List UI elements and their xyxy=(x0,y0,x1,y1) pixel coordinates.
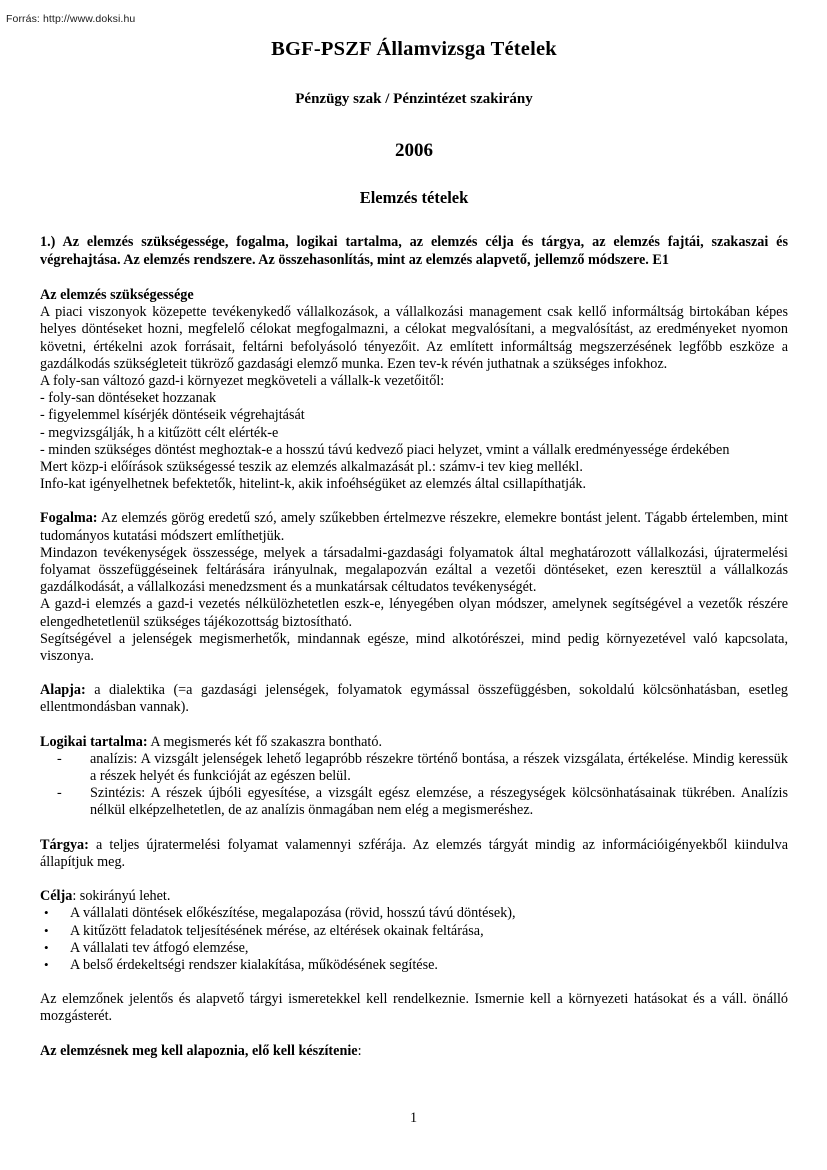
subsection-heading-szuksegessege: Az elemzés szükségessége xyxy=(40,287,194,303)
paragraph-fogalma-4: Segítségével a jelenségek megismerhetők, mindannak egésze, mind alkotórészei, mind pedig környezetével való kapcsolata, viszonya. xyxy=(40,630,788,665)
document-content xyxy=(40,36,788,1060)
list-item-text: A vállalati tev átfogó elemzése, xyxy=(70,939,249,956)
list-item-text: Szintézis: A részek újbóli egyesítése, a vizsgált egész elemzése, a részegységek kölcsönhatásainak tükrében. Analízis nélkül elképzelhetetlen, de az analízis önmagában nem elég a megismeréshez. xyxy=(90,785,788,819)
label-celja: Célja xyxy=(40,888,73,905)
dash-icon: - xyxy=(57,785,62,802)
paragraph-targya xyxy=(40,837,788,871)
dash-icon: - xyxy=(57,750,62,767)
section-title: Elemzés tételek xyxy=(359,188,469,207)
paragraph-fogalma-1 xyxy=(40,510,788,544)
bullet-icon: • xyxy=(44,922,49,938)
page-subtitle: Pénzügy szak / Pénzintézet szakirány xyxy=(295,91,533,107)
list-item-text: analízis: A vizsgált jelenségek lehető legapróbb részekre történő bontása, a részek vizsgálata, értékelése. Mindig keressük a részek helyét és funkcióját az egészen belül. xyxy=(90,750,788,785)
logikai-tartalma-intro-text: A megismerés két fő szakaszra bontható. xyxy=(147,733,382,750)
list-item xyxy=(40,751,788,785)
after-line: Mert közp-i előírások szükségessé teszik az elemzés alkalmazását pl.: számv-i tev kieg mellékl. xyxy=(40,459,583,476)
dash-line: - foly-san döntéseket hozzanak xyxy=(40,390,217,407)
source-url-watermark: Forrás: http://www.doksi.hu xyxy=(6,13,136,25)
paragraph-fogalma-2: Mindazon tevékenységek összessége, melyek a társadalmi-gazdasági folyamatok által meghatározott vállalkozási, újratermelési folyamat összefüggéseinek feltárására irányulnak, megalapozván ezáltal a vezetői döntéseket, ezen keresztül a vállalkozás gazdálkodását, a vállalkozási menedzsment és a munkatársak céltudatos tevékenységét. xyxy=(40,544,788,596)
list-intro-text: A foly-san változó gazd-i környezet megköveteli a vállalk-k vezetőitől: xyxy=(40,373,445,390)
list-item xyxy=(40,905,788,922)
list-celja xyxy=(40,905,788,974)
paragraph-alapja xyxy=(40,682,788,716)
bullet-icon: • xyxy=(44,905,49,921)
dash-line: - figyelemmel kísérjék döntéseik végrehajtását xyxy=(40,407,305,424)
after-line: Info-kat igényelhetnek befektetők, hitelint-k, akik infoéhségüket az elemzés által csillapíthatják. xyxy=(40,476,587,493)
list-logikai-tartalma xyxy=(40,751,788,820)
paragraph-logikai-tartalma-intro xyxy=(40,734,788,751)
question-heading: 1.) Az elemzés szükségessége, fogalma, logikai tartalma, az elemzés célja és tárgya, az elemzés fajtái, szakaszai és végrehajtása. Az elemzés rendszere. Az összehasonlítás, mint az elemzés alapvető, jellemző módszere. E1 xyxy=(40,234,788,268)
bullet-icon: • xyxy=(44,956,49,972)
page-year: 2006 xyxy=(395,140,433,161)
list-item xyxy=(40,923,788,940)
bullet-icon: • xyxy=(44,939,49,955)
label-logikai-tartalma: Logikai tartalma: xyxy=(40,733,148,750)
dash-line: - minden szükséges döntést meghoztak-e a hosszú távú kedvező piaci helyzet, vmint a vállalk eredményessége érdekében xyxy=(40,441,730,458)
closing-lead-tail: : xyxy=(357,1042,362,1059)
paragraph-szuksegessege: A piaci viszonyok közepette tevékenykedő vállalkozások, a vállalkozási management csak kellő informáltság birtokában képes helyes döntéseket hozni, megfelelő célokat megfogalmazni, a célokat megvalósítani, a megvalósítást, az eredményeket nyomon követni, értékelni azok forrásait, feltárni befolyásoló tényezőit. Az említett informáltság megszerzésének legfőbb eszköze a gazdálkodás szükségleteit tükröző gazdasági elemző munka. Ezen tev-k révén juthatnak a szükséges infokhoz. xyxy=(40,304,788,372)
paragraph-fogalma-1-text: Az elemzés görög eredetű szó, amely szűkebben értelmezve részekre, elemekre bontást jelent. Tágabb értelemben, mint tudományos kutatási módszert említhetjük. xyxy=(40,510,788,544)
list-item xyxy=(40,940,788,957)
celja-intro-text: : sokirányú lehet. xyxy=(72,888,171,905)
label-elemzesnek: Az elemzésnek meg kell alapoznia, elő kell készítenie xyxy=(40,1042,358,1059)
list-intro-vezetoitol xyxy=(40,373,788,390)
dash-line: - megvizsgálják, h a kitűzött célt elérték-e xyxy=(40,424,279,441)
page-title: BGF-PSZF Államvizsga Tételek xyxy=(271,38,557,60)
paragraph-closing-lead xyxy=(40,1043,788,1060)
page-number: 1 xyxy=(409,1110,418,1126)
paragraph-fogalma-3: A gazd-i elemzés a gazd-i vezetés nélkülözhetetlen eszk-e, lényegében olyan módszer, amelynek segítségével a vezetők részére elengedhetetlenül szükséges tájékozottság biztosítható. xyxy=(40,596,788,630)
dash-lines-szuksegessege xyxy=(40,390,788,493)
label-targya: Tárgya: xyxy=(40,836,89,853)
list-item-text: A vállalati döntések előkészítése, megalapozása (rövid, hosszú távú döntések), xyxy=(70,905,516,922)
paragraph-alapja-text: a dialektika (=a gazdasági jelenségek, folyamatok egymással összefüggésben, sokoldalú kölcsönhatásban, esetleg ellentmondásban vannak). xyxy=(40,682,788,716)
list-item xyxy=(40,785,788,819)
label-fogalma: Fogalma: xyxy=(40,510,98,527)
list-item xyxy=(40,957,788,974)
paragraph-closing: Az elemzőnek jelentős és alapvető tárgyi ismeretekkel kell rendelkeznie. Ismernie kell a környezeti hatásokat és a váll. önálló mozgásterét. xyxy=(40,991,788,1025)
label-alapja: Alapja: xyxy=(40,682,86,699)
paragraph-celja-intro xyxy=(40,888,788,905)
list-item-text: A kitűzött feladatok teljesítésének mérése, az eltérések okainak feltárása, xyxy=(70,922,484,939)
list-item-text: A belső érdekeltségi rendszer kialakítása, működésének segítése. xyxy=(70,956,438,973)
paragraph-targya-text: a teljes újratermelési folyamat valamennyi szférája. Az elemzés tárgyát mindig az információigényekből kiindulva állapítjuk meg. xyxy=(40,836,788,870)
